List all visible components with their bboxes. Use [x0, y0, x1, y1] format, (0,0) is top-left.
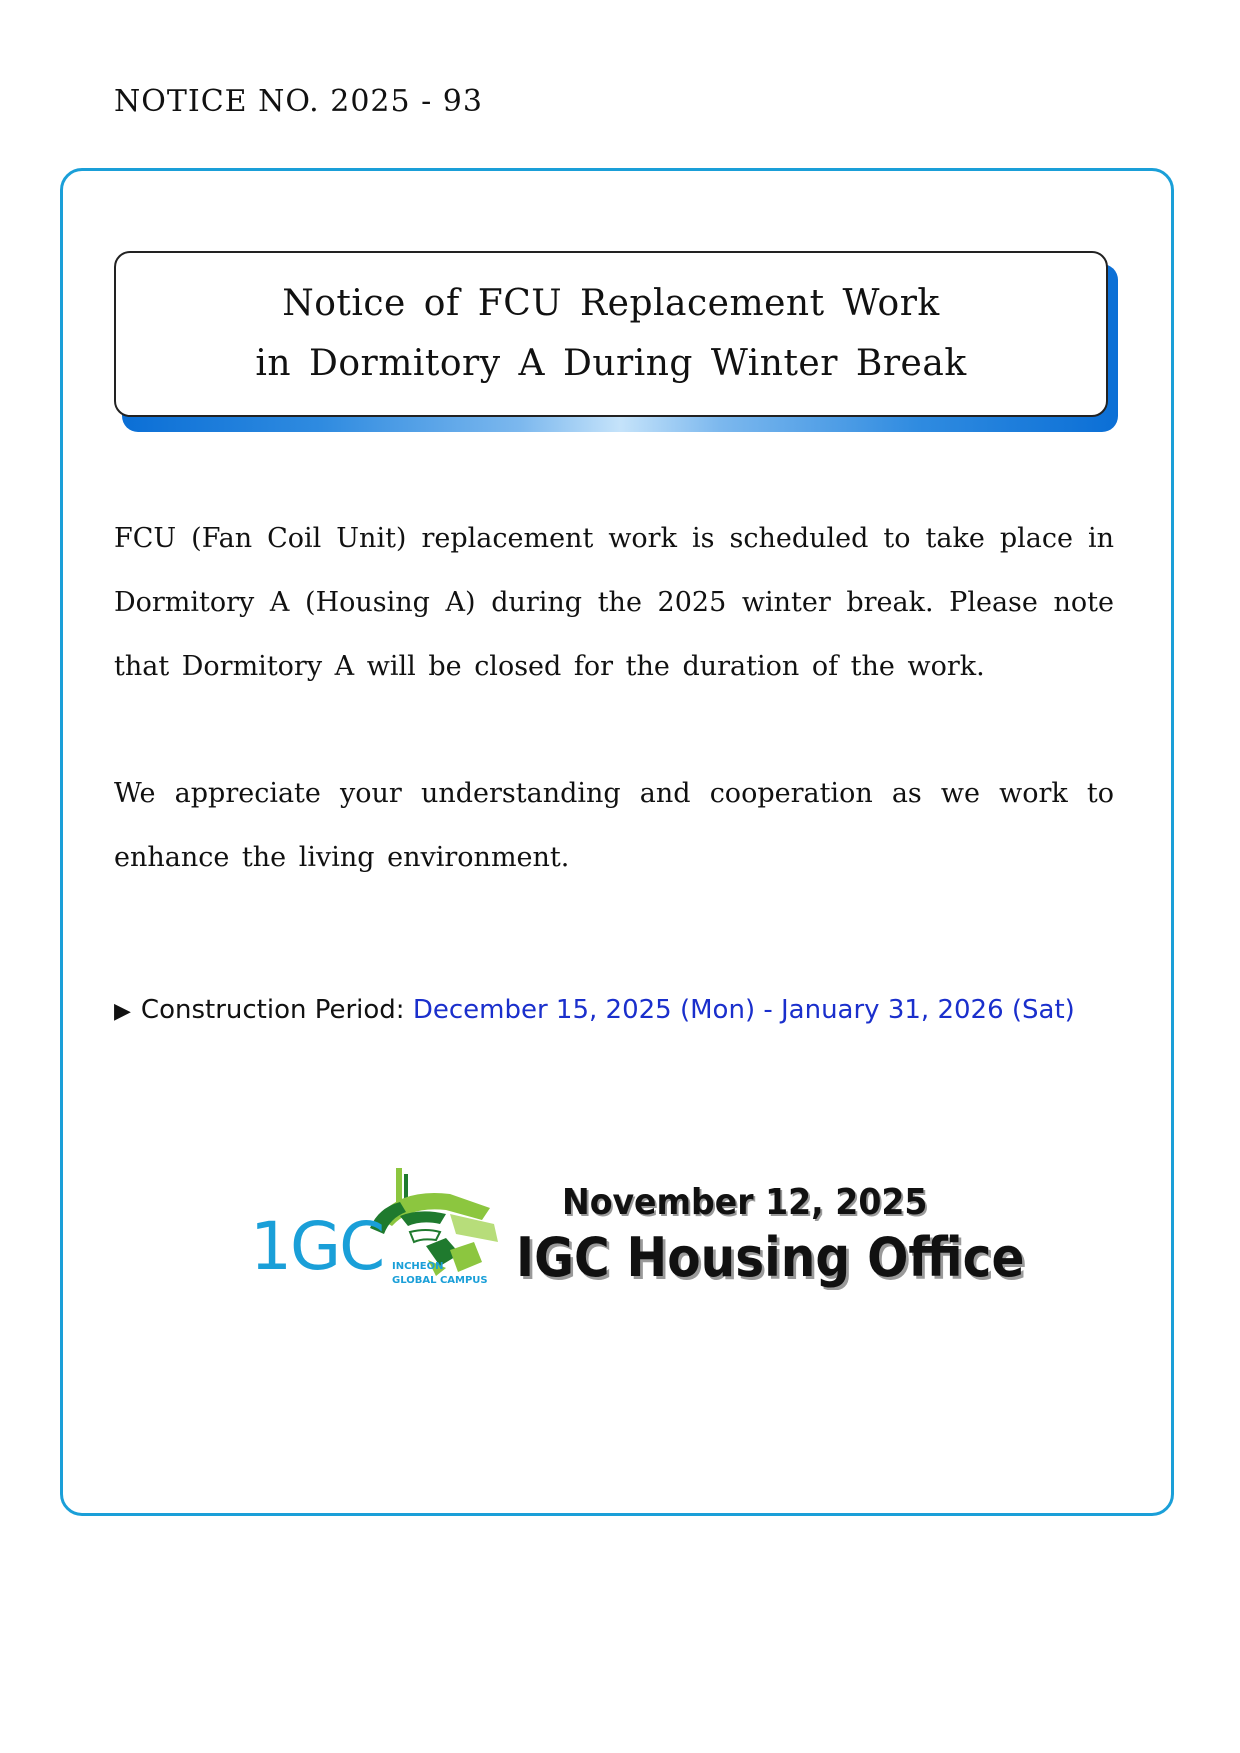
body-paragraph-1: FCU (Fan Coil Unit) replacement work is scheduled to take place in Dormitory A (Housing A) during the 2025 winter break. Please note that Dormitory A will be closed for the duration of the work.	[114, 523, 1114, 682]
signature-date: November 12, 2025	[562, 1182, 928, 1223]
construction-period-value: December 15, 2025 (Mon) - January 31, 2026 (Sat)	[412, 995, 1075, 1025]
igc-logo-mark: 1GC	[250, 1208, 384, 1285]
logo-sub-line-2: GLOBAL CAMPUS	[392, 1275, 488, 1286]
body-paragraph-2: We appreciate your understanding and cooperation as we work to enhance the living environment.	[114, 778, 1114, 873]
construction-period	[114, 995, 1075, 1025]
notice-number: NOTICE NO. 2025 - 93	[114, 84, 483, 119]
igc-logo-subtitle	[392, 1260, 488, 1288]
title-line-2: in Dormitory A During Winter Break	[255, 343, 967, 384]
title-line-1: Notice of FCU Replacement Work	[282, 283, 940, 324]
signature-office: IGC Housing Office	[516, 1226, 1025, 1289]
play-arrow-icon: ▶	[114, 999, 131, 1024]
logo-sub-line-1: INCHEON	[392, 1261, 444, 1272]
title-box	[114, 251, 1108, 417]
construction-period-label: Construction Period:	[140, 995, 405, 1025]
